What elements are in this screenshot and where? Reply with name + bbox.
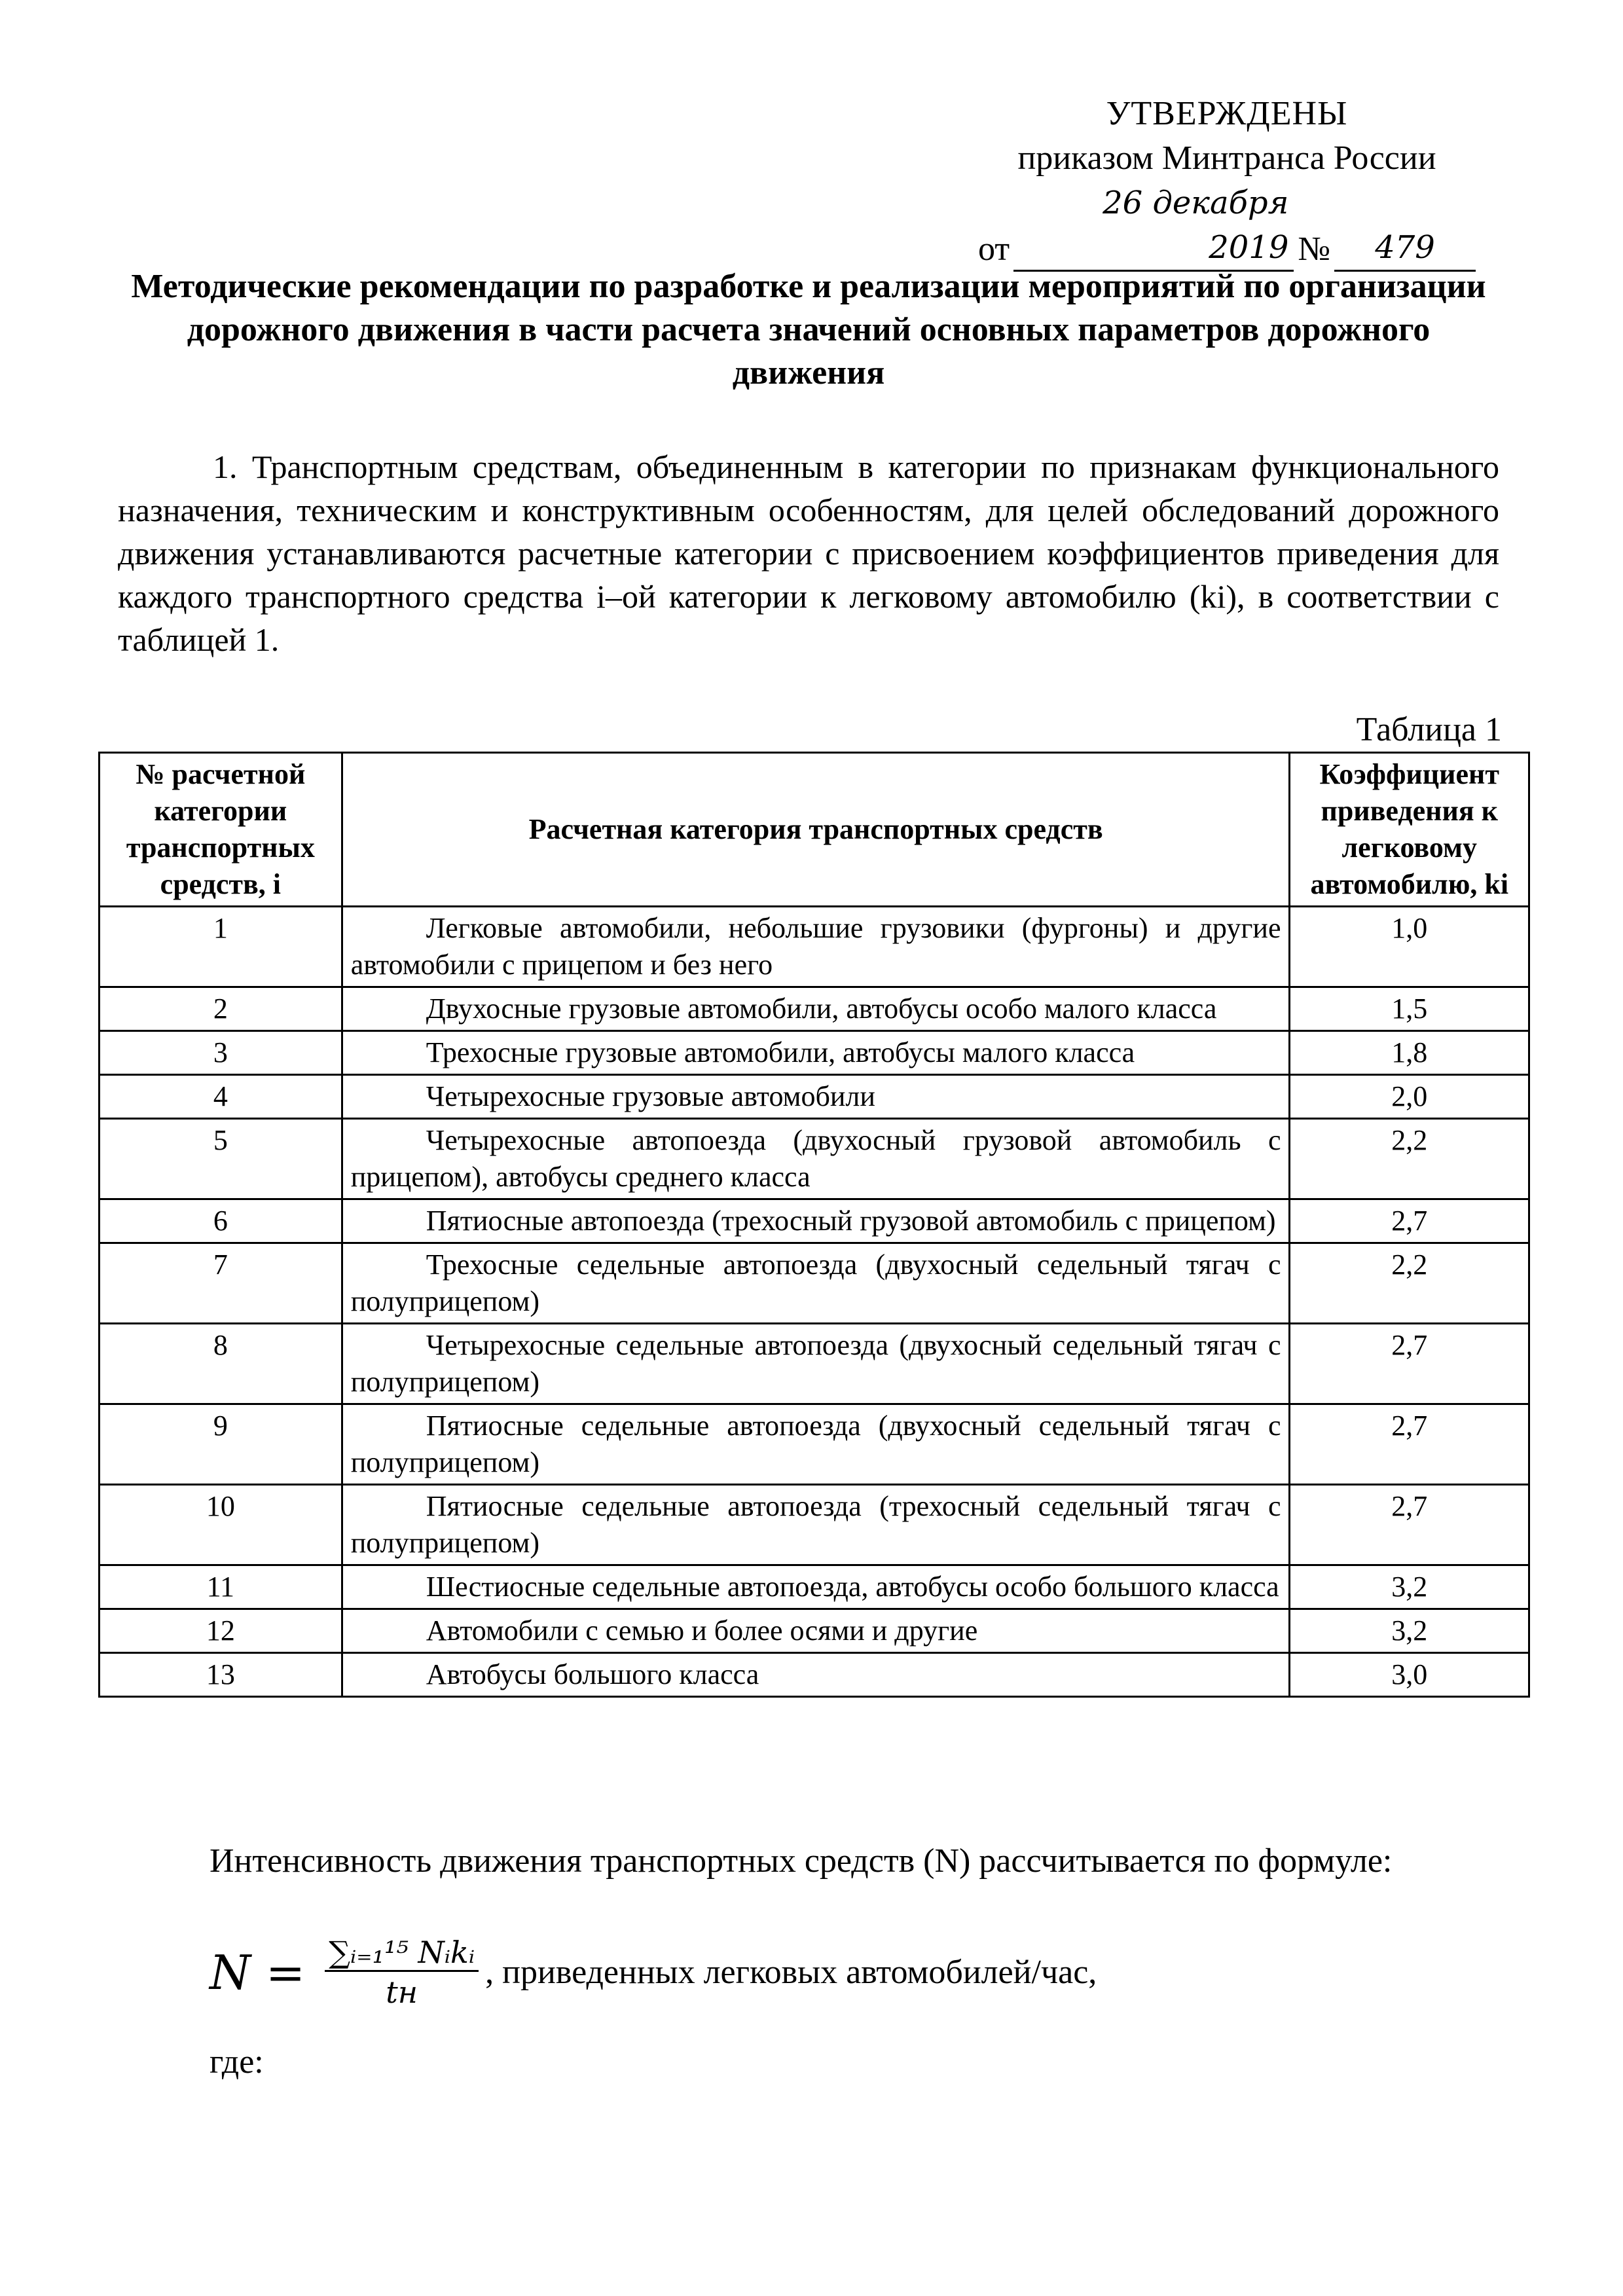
row-number: 9 [100, 1404, 342, 1485]
table-row [100, 1485, 1529, 1565]
row-description: Легковые автомобили, небольшие грузовики (фургоны) и другие автомобили с прицепом и без него [342, 907, 1290, 987]
paragraph-1: 1. Транспортным средствам, объединенным в категории по признакам функционального назначения, техническим и конструктивным особенностям, для целей обследований дорожного движения устанавливаются расчетные категории с присвоением коэффициентов приведения для каждого транспортного средства i–ой категории к легковому автомобилю (ki), в соответствии с таблицей 1. [118, 448, 1499, 658]
row-description: Двухосные грузовые автомобили, автобусы особо малого класса [342, 987, 1290, 1031]
table-row [100, 1565, 1529, 1609]
row-number: 2 [100, 987, 342, 1031]
table-row [100, 1243, 1529, 1324]
row-description: Пятиосные автопоезда (трехосный грузовой автомобиль с прицепом) [342, 1199, 1290, 1243]
row-coefficient: 3,2 [1290, 1565, 1529, 1609]
row-number: 7 [100, 1243, 342, 1324]
header-category: Расчетная категория транспортных средств [342, 753, 1290, 907]
row-coefficient: 2,2 [1290, 1119, 1529, 1199]
table-row [100, 1075, 1529, 1119]
table-row [100, 907, 1529, 987]
row-description: Трехосные седельные автопоезда (двухосный седельный тягач с полуприцепом) [342, 1243, 1290, 1324]
approval-heading: УТВЕРЖДЕНЫ [1106, 95, 1348, 132]
row-number: 1 [100, 907, 342, 987]
row-description: Автобусы большого класса [342, 1653, 1290, 1697]
row-coefficient: 1,5 [1290, 987, 1529, 1031]
row-number: 3 [100, 1031, 342, 1075]
row-description: Шестиосные седельные автопоезда, автобусы особо большого класса [342, 1565, 1290, 1609]
formula-lhs: N = [210, 1944, 306, 2000]
table-row [100, 1031, 1529, 1075]
approval-order: приказом Минтранса России [1017, 139, 1436, 177]
document-title: Методические рекомендации по разработке и реализации мероприятий по организации дорожного движения в части расчета значений основных параметров дорожного движения [131, 268, 1486, 392]
formula-suffix: , приведенных легковых автомобилей/час, [485, 1954, 1097, 1991]
row-coefficient: 1,0 [1290, 907, 1529, 987]
table-row [100, 1609, 1529, 1653]
approval-date-line [978, 181, 1476, 272]
row-coefficient: 2,0 [1290, 1075, 1529, 1119]
row-coefficient: 2,7 [1290, 1485, 1529, 1565]
table-header-row [100, 753, 1529, 907]
row-description: Пятиосные седельные автопоезда (трехосный седельный тягач с полуприцепом) [342, 1485, 1290, 1565]
row-coefficient: 2,7 [1290, 1404, 1529, 1485]
table-row [100, 1404, 1529, 1485]
row-coefficient: 1,8 [1290, 1031, 1529, 1075]
table-row [100, 1324, 1529, 1404]
row-coefficient: 2,2 [1290, 1243, 1529, 1324]
formula-fraction [325, 1935, 479, 2010]
approval-block [978, 92, 1476, 272]
row-description: Четырехосные грузовые автомобили [342, 1075, 1290, 1119]
intensity-formula [210, 1935, 1097, 2010]
row-coefficient: 3,2 [1290, 1609, 1529, 1653]
row-number: 5 [100, 1119, 342, 1199]
row-description: Четырехосные автопоезда (двухосный грузовой автомобиль с прицепом), автобусы среднего класса [342, 1119, 1290, 1199]
table-row [100, 1199, 1529, 1243]
table-row [100, 1653, 1529, 1697]
row-number: 8 [100, 1324, 342, 1404]
formula-intro: Интенсивность движения транспортных средств (N) рассчитывается по формуле: [210, 1842, 1393, 1880]
row-description: Автомобили с семью и более осями и другие [342, 1609, 1290, 1653]
table-row [100, 987, 1529, 1031]
header-coefficient: Коэффициент приведения к легковому автомобилю, ki [1290, 753, 1529, 907]
date-prefix: от [978, 230, 1010, 268]
row-number: 10 [100, 1485, 342, 1565]
number-label: № [1298, 230, 1330, 268]
table-caption: Таблица 1 [1356, 711, 1502, 748]
row-number: 6 [100, 1199, 342, 1243]
coefficients-table [98, 752, 1530, 1698]
handwritten-number: 479 [1334, 225, 1476, 272]
table-row [100, 1119, 1529, 1199]
formula-denominator: tн [386, 1975, 418, 2010]
row-number: 11 [100, 1565, 342, 1609]
row-coefficient: 2,7 [1290, 1199, 1529, 1243]
row-number: 13 [100, 1653, 342, 1697]
row-coefficient: 2,7 [1290, 1324, 1529, 1404]
where-label: где: [210, 2043, 264, 2081]
row-coefficient: 3,0 [1290, 1653, 1529, 1697]
handwritten-date: 26 декабря 2019 [1013, 181, 1294, 272]
row-description: Четырехосные седельные автопоезда (двухосный седельный тягач с полуприцепом) [342, 1324, 1290, 1404]
formula-numerator: ∑ᵢ₌₁¹⁵ Nᵢkᵢ [325, 1935, 479, 1972]
header-category-number: № расчетной категории транспортных средств, i [100, 753, 342, 907]
row-number: 4 [100, 1075, 342, 1119]
row-description: Пятиосные седельные автопоезда (двухосный седельный тягач с полуприцепом) [342, 1404, 1290, 1485]
row-description: Трехосные грузовые автомобили, автобусы малого класса [342, 1031, 1290, 1075]
row-number: 12 [100, 1609, 342, 1653]
